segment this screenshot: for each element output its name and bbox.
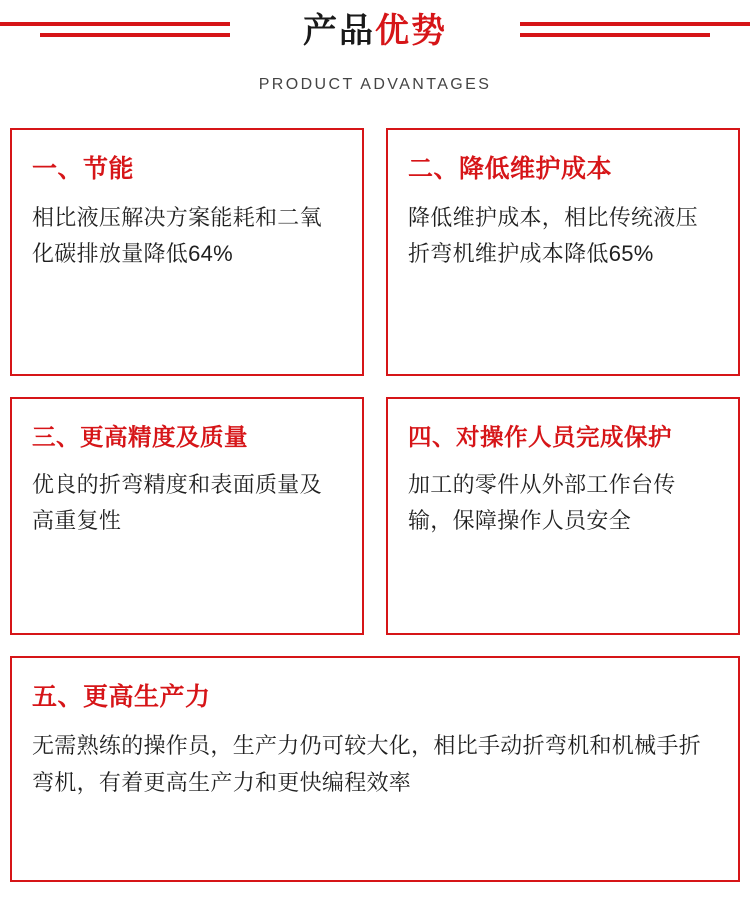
title-row (0, 0, 750, 62)
advantages-row-1 (10, 128, 740, 376)
advantage-card-5-body: 无需熟练的操作员，生产力仍可较大化，相比手动折弯机和机械手折弯机，有着更高生产力和更快编程效率 (32, 733, 702, 795)
advantage-card-2 (386, 128, 740, 376)
header-rule-left (0, 22, 230, 37)
advantage-card-4 (386, 397, 740, 635)
advantage-card-2-body: 降低维护成本，相比传统液压折弯机维护成本降低65% (408, 205, 698, 266)
advantages-row-2 (10, 397, 740, 635)
page-header (0, 0, 750, 128)
advantage-card-1-title: 一、节能 (32, 155, 135, 183)
advantage-card-2-title: 二、降低维护成本 (408, 155, 613, 183)
advantage-card-3-title: 三、更高精度及质量 (32, 424, 248, 450)
page-title-prefix: 产品 (303, 12, 375, 50)
advantages-container (0, 128, 750, 882)
header-rule-right (520, 22, 750, 37)
header-rule-left-long (0, 22, 230, 26)
advantage-card-4-title: 四、对操作人员完成保护 (408, 424, 672, 450)
advantages-row-3 (10, 656, 740, 882)
page-title-accent: 优势 (375, 12, 447, 50)
page-subtitle: PRODUCT ADVANTAGES (258, 76, 492, 93)
page-title (289, 14, 461, 48)
header-rule-left-short (40, 33, 230, 37)
advantage-card-1 (10, 128, 364, 376)
advantage-card-5-title: 五、更高生产力 (32, 683, 211, 711)
advantage-card-3-body: 优良的折弯精度和表面质量及高重复性 (32, 472, 322, 533)
advantage-card-4-body: 加工的零件从外部工作台传输，保障操作人员安全 (408, 472, 676, 533)
advantage-card-3 (10, 397, 364, 635)
advantage-card-1-body: 相比液压解决方案能耗和二氧化碳排放量降低64% (32, 205, 322, 266)
header-rule-right-short (520, 33, 710, 37)
header-rule-right-long (520, 22, 750, 26)
advantage-card-5 (10, 656, 740, 882)
